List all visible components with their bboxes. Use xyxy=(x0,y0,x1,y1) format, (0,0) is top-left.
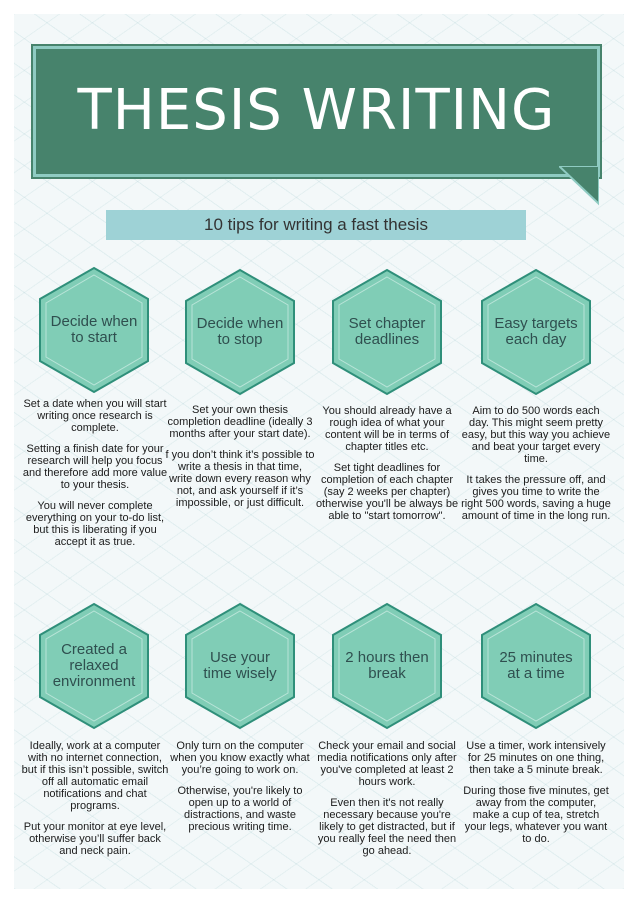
tip-body-1 xyxy=(20,398,170,557)
tip-paragraph: Setting a finish date for your research will help you focus and therefore add more value to your thesis. xyxy=(22,443,168,491)
tip-paragraph: Put your monitor at eye level, otherwise you’ll suffer back and neck pain. xyxy=(23,821,167,857)
tip-body-7 xyxy=(312,740,462,866)
tip-hexagon-5 xyxy=(38,602,150,730)
tip-hexagon-6 xyxy=(184,602,296,730)
tip-heading-5: Created a relaxed environment xyxy=(52,641,136,690)
tip-hexagon-3 xyxy=(331,268,443,396)
tip-body-4 xyxy=(461,405,611,531)
tip-body-5 xyxy=(20,740,170,866)
tip-heading-3: Set chapter deadlines xyxy=(348,315,426,348)
tip-hexagon-2 xyxy=(184,268,296,396)
page-title: THESIS WRITING xyxy=(77,78,556,143)
tip-paragraph: You will never complete everything on your to-do list, but this is liberating if you accept it as true. xyxy=(25,500,165,548)
tip-paragraph: Set tight deadlines for completion of each chapter (say 2 weeks per chapter) otherwise you'll be always be able to "start tomorrow". xyxy=(315,462,459,522)
tip-paragraph: Aim to do 500 words each day. This might seem pretty easy, but this way you achieve and beat your target every time. xyxy=(461,405,611,465)
tip-hexagon-7 xyxy=(331,602,443,730)
tip-hexagon-8 xyxy=(480,602,592,730)
tip-paragraph: Even then it's not really necessary because you're likely to get distracted, but if you really feel the need then go ahead. xyxy=(317,797,457,857)
tip-body-6 xyxy=(165,740,315,842)
tip-hexagon-4 xyxy=(480,268,592,396)
tip-paragraph: Only turn on the computer when you know exactly what you’re going to work on. xyxy=(170,740,310,776)
speech-bubble-tail xyxy=(559,166,599,206)
subtitle-bar: 10 tips for writing a fast thesis xyxy=(106,210,526,240)
tip-paragraph: f you don’t think it’s possible to write a thesis in that time, write down every reason why not, and ask yourself if it’s impossible, or just difficult. xyxy=(165,449,315,509)
tip-paragraph: During those five minutes, get away from the computer, make a cup of tea, stretch your legs, whatever you want to do. xyxy=(463,785,609,845)
tip-paragraph: Use a timer, work intensively for 25 minutes on one thing, then take a 5 minute break. xyxy=(466,740,606,776)
tip-body-2 xyxy=(165,404,315,518)
tip-paragraph: It takes the pressure off, and gives you time to write the right 500 words, saving a huge amount of time in the long run. xyxy=(461,474,611,522)
tip-paragraph: Ideally, work at a computer with no internet connection, but if this isn’t possible, switch off all automatic email notifications and chat programs. xyxy=(21,740,169,812)
tip-paragraph: Set a date when you will start writing once research is complete. xyxy=(23,398,167,434)
tip-heading-4: Easy targets each day xyxy=(494,315,578,348)
title-banner xyxy=(33,46,600,177)
tip-body-3 xyxy=(312,405,462,531)
tip-heading-2: Decide when to stop xyxy=(196,315,284,348)
tip-heading-8: 25 minutes at a time xyxy=(499,649,573,682)
tip-heading-7: 2 hours then break xyxy=(345,649,429,682)
tip-hexagon-1 xyxy=(38,266,150,394)
tip-heading-6: Use your time wisely xyxy=(203,649,277,682)
tip-paragraph: Otherwise, you're likely to open up to a world of distractions, and waste precious writing time. xyxy=(177,785,303,833)
tip-body-8 xyxy=(461,740,611,854)
tip-paragraph: Check your email and social media notifications only after you've completed at least 2 hours work. xyxy=(317,740,457,788)
tip-paragraph: You should already have a rough idea of what your content will be in terms of chapter titles etc. xyxy=(322,405,452,453)
tip-heading-1: Decide when to start xyxy=(50,313,138,346)
tip-paragraph: Set your own thesis completion deadline (ideally 3 months after your start date). xyxy=(167,404,313,440)
